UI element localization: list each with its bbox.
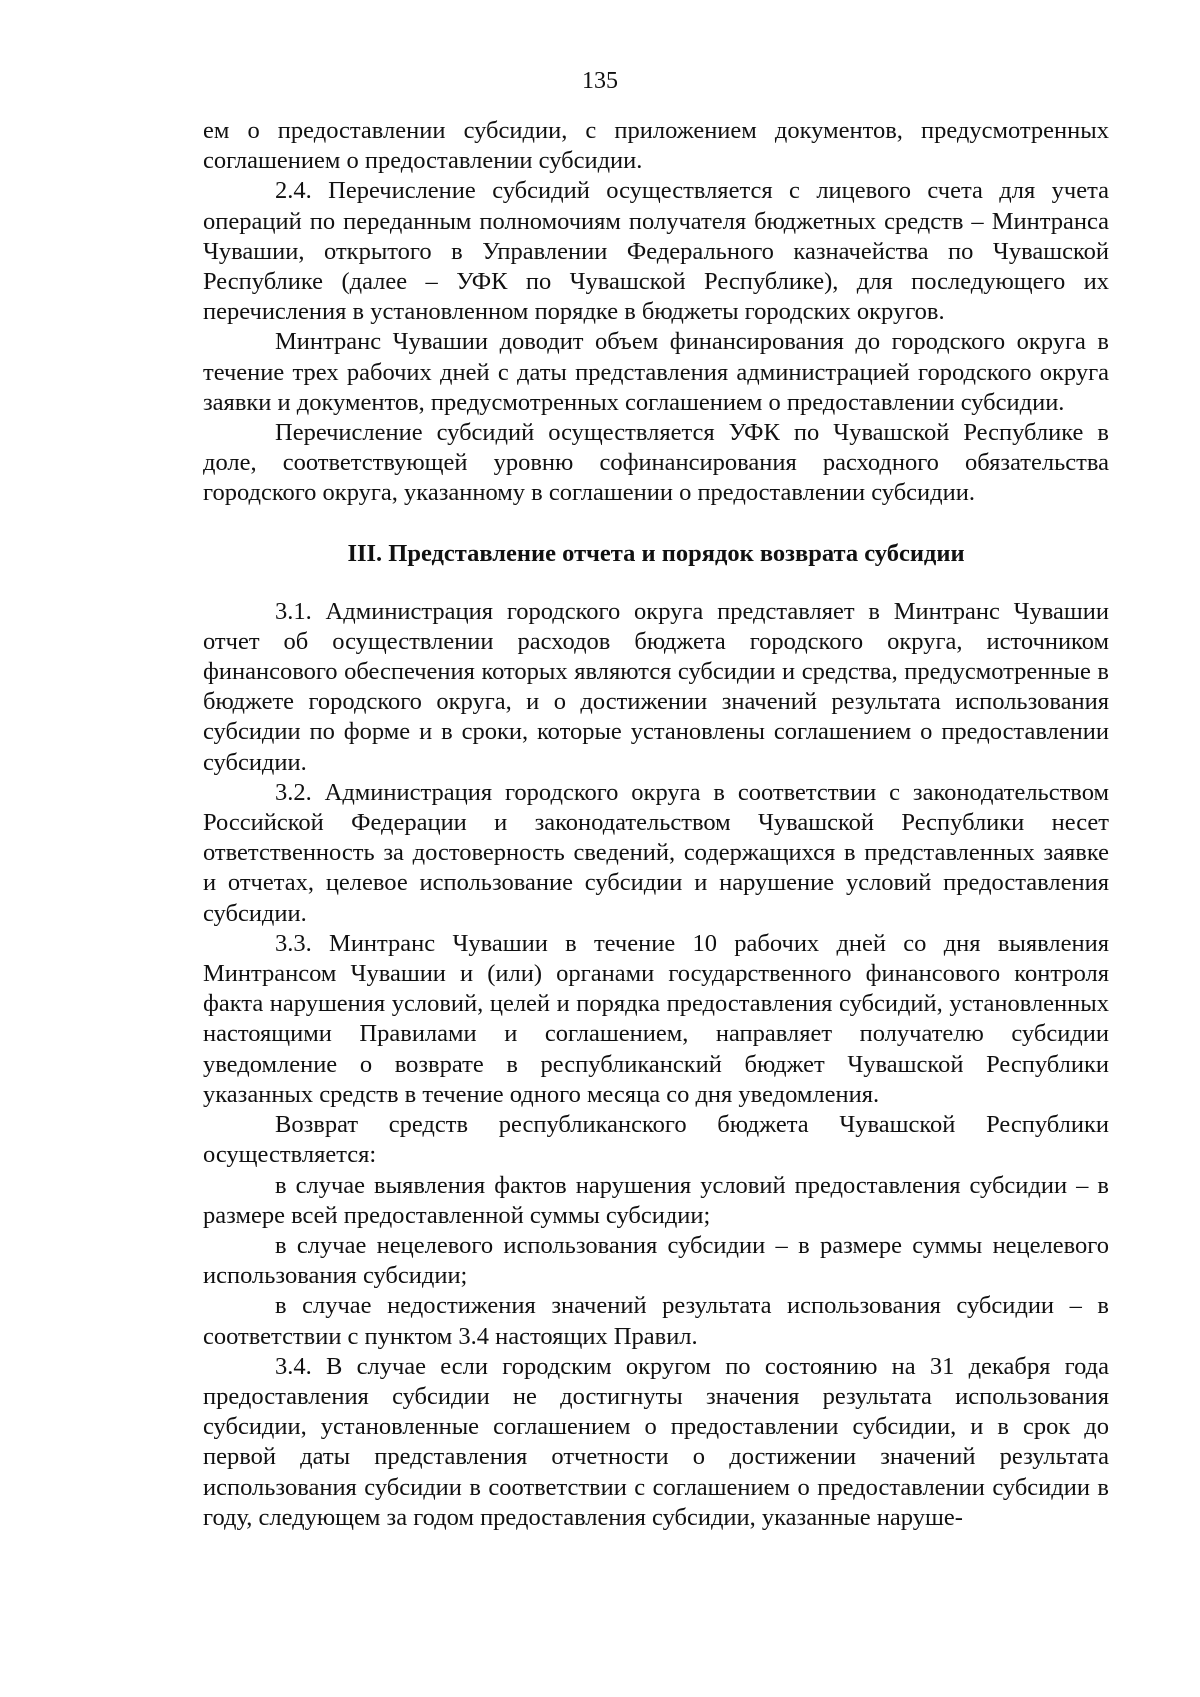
page-number: 135 — [582, 68, 618, 94]
section-heading: III. Представление отчета и порядок возврата субсидии — [347, 539, 965, 567]
paragraph-return-intro: Возврат средств республиканского бюджета Чувашской Республики осуществляется: — [203, 1111, 1109, 1169]
paragraph-mintrans-funding: Минтранс Чувашии доводит объем финансирования до городского округа в течение трех рабочих дней с даты представления администрацией городского округа заявки и документов, предусмотренных соглашением о предоставлении субсидии. — [203, 328, 1109, 416]
paragraph-return-case-2: в случае нецелевого использования субсидии – в размере суммы нецелевого использования субсидии; — [203, 1231, 1109, 1290]
paragraph-3-1: 3.1. Администрация городского округа представляет в Минтранс Чувашии отчет об осуществлении расходов бюджета городского округа, источником финансового обеспечения которых являются субсидии и средства, предусмотренные в бюджете городского округа, и о достижении значений результата использования субсидии по форме и в сроки, которые установлены соглашением о предоставлении субсидии. — [203, 597, 1109, 776]
paragraph-return-case-1: в случае выявления фактов нарушения условий предоставления субсидии – в размере всей предоставленной суммы субсидии; — [203, 1171, 1109, 1229]
paragraph-3-3: 3.3. Минтранс Чувашии в течение 10 рабочих дней со дня выявления Минтрансом Чувашии и (или) органами государственного финансового контроля факта нарушения условий, целей и порядка предоставления субсидий, установленных настоящими Правилами и соглашением, направляет получателю субсидии уведомление о возврате в республиканский бюджет Чувашской Республики указанных средств в течение одного месяца со дня уведомления. — [203, 929, 1109, 1108]
paragraph-3-2: 3.2. Администрация городского округа в соответствии с законодательством Российской Федерации и законодательством Чувашской Республики несет ответственность за достоверность сведений, содержащихся в представленных заявке и отчетах, целевое использование субсидии и нарушение условий предоставления субсидии. — [203, 778, 1109, 927]
paragraph-ufk-transfer: Перечисление субсидий осуществляется УФК по Чувашской Республике в доле, соответствующей уровню софинансирования расходного обязательства городского округа, указанному в соглашении о предоставлении субсидии. — [203, 419, 1109, 507]
document-body — [203, 116, 1109, 1533]
paragraph-continuation: ем о предоставлении субсидии, с приложением документов, предусмотренных соглашением о предоставлении субсидии. — [203, 117, 1109, 175]
paragraph-return-case-3: в случае недостижения значений результата использования субсидии – в соответствии с пунктом 3.4 настоящих Правил. — [203, 1292, 1109, 1350]
paragraph-3-4: 3.4. В случае если городским округом по состоянию на 31 декабря года предоставления субсидии не достигнуты значения результата использования субсидии, установленные соглашением о предоставлении субсидии, и в срок до первой даты представления отчетности о достижении значений результата использования субсидии в соответствии с соглашением о предоставлении субсидии в году, следующем за годом предоставления субсидии, указанные наруше- — [203, 1352, 1109, 1531]
paragraph-2-4: 2.4. Перечисление субсидий осуществляется с лицевого счета для учета операций по переданным полномочиям получателя бюджетных средств – Минтранса Чувашии, открытого в Управлении Федерального казначейства по Чувашской Республике (далее – УФК по Чувашской Республике), для последующего их перечисления в установленном порядке в бюджеты городских округов. — [203, 177, 1109, 326]
